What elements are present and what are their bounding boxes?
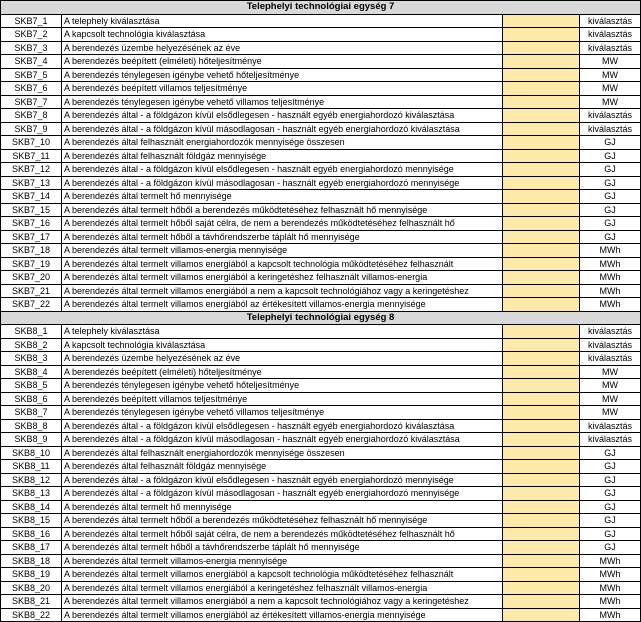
row-code: SKB8_14 [1,500,62,514]
row-code: SKB7_22 [1,298,62,312]
value-input-cell[interactable] [503,487,580,501]
row-code: SKB7_17 [1,230,62,244]
value-input-cell[interactable] [503,527,580,541]
row-description: A berendezés által - a földgázon kívül elsődlegesen - használt egyéb energiahordozó mennyisége [62,163,503,177]
row-unit: kiválasztás [580,109,641,123]
row-unit: GJ [580,527,641,541]
table-row [1,325,641,339]
table-row [1,554,641,568]
value-input-cell[interactable] [503,608,580,622]
row-code: SKB8_10 [1,446,62,460]
table-row [1,41,641,55]
row-unit: kiválasztás [580,338,641,352]
row-description: A berendezés által termelt hőből a berendezés működtetéséhez felhasznált hő mennyisége [62,203,503,217]
row-unit: MWh [580,554,641,568]
row-code: SKB8_18 [1,554,62,568]
row-unit: MW [580,379,641,393]
row-code: SKB7_5 [1,68,62,82]
row-description: A berendezés által felhasznált földgáz mennyisége [62,460,503,474]
row-description: A berendezés által termelt villamos energiából a kapcsolt technológia működtetéséhez felhasznált [62,257,503,271]
table-row [1,28,641,42]
table-row [1,217,641,231]
row-unit: GJ [580,446,641,460]
row-description: A berendezés beépített villamos teljesítménye [62,82,503,96]
row-description: A berendezés által termelt villamos energiából a keringetéshez felhasznált villamos-energia [62,581,503,595]
section-header-row [1,1,641,15]
value-input-cell[interactable] [503,163,580,177]
table-row [1,176,641,190]
value-input-cell[interactable] [503,298,580,312]
row-description: A berendezés által termelt villamos energiából a keringetéshez felhasznált villamos-energia [62,271,503,285]
row-unit: kiválasztás [580,419,641,433]
row-description: A berendezés által - a földgázon kívül elsődlegesen - használt egyéb energiahordozó kiválasztása [62,109,503,123]
row-unit: GJ [580,163,641,177]
value-input-cell[interactable] [503,446,580,460]
row-code: SKB7_19 [1,257,62,271]
value-input-cell[interactable] [503,406,580,420]
table-row [1,433,641,447]
table-row [1,379,641,393]
table-row [1,473,641,487]
section-title: Telephelyi technológiai egység 8 [1,311,641,325]
value-input-cell[interactable] [503,460,580,474]
row-unit: MW [580,365,641,379]
value-input-cell[interactable] [503,392,580,406]
table-row [1,109,641,123]
row-code: SKB7_13 [1,176,62,190]
row-description: A telephely kiválasztása [62,14,503,28]
row-code: SKB8_13 [1,487,62,501]
row-unit: GJ [580,190,641,204]
row-code: SKB8_17 [1,541,62,555]
row-code: SKB8_15 [1,514,62,528]
value-input-cell[interactable] [503,514,580,528]
row-unit: MWh [580,257,641,271]
row-unit: MW [580,406,641,420]
row-unit: GJ [580,460,641,474]
row-unit: MW [580,68,641,82]
row-code: SKB7_2 [1,28,62,42]
row-description: A berendezés által termelt hő mennyisége [62,500,503,514]
row-unit: MWh [580,271,641,285]
row-description: A berendezés ténylegesen igénybe vehető villamos teljesítménye [62,95,503,109]
table-row [1,244,641,258]
row-code: SKB7_9 [1,122,62,136]
row-code: SKB8_22 [1,608,62,622]
value-input-cell[interactable] [503,149,580,163]
table-row [1,149,641,163]
table-row [1,95,641,109]
row-unit: kiválasztás [580,122,641,136]
row-description: A berendezés által - a földgázon kívül másodlagosan - használt egyéb energiahordozó mennyisége [62,176,503,190]
row-unit: GJ [580,541,641,555]
value-input-cell[interactable] [503,217,580,231]
row-code: SKB7_6 [1,82,62,96]
row-code: SKB8_5 [1,379,62,393]
row-code: SKB7_4 [1,55,62,69]
table-row [1,392,641,406]
table-row [1,338,641,352]
section-title: Telephelyi technológiai egység 7 [1,1,641,15]
value-input-cell[interactable] [503,203,580,217]
row-code: SKB7_12 [1,163,62,177]
row-unit: kiválasztás [580,14,641,28]
row-unit: GJ [580,500,641,514]
table-row [1,82,641,96]
row-description: A berendezés üzembe helyezésének az éve [62,41,503,55]
row-unit: MWh [580,581,641,595]
row-unit: GJ [580,514,641,528]
row-description: A berendezés által termelt villamos-energia mennyisége [62,244,503,258]
row-description: A berendezés által termelt hőből a berendezés működtetéséhez felhasznált hő mennyisége [62,514,503,528]
table-row [1,541,641,555]
table-row [1,163,641,177]
value-input-cell[interactable] [503,500,580,514]
row-description: A berendezés által termelt hőből a távhőrendszerbe táplált hő mennyisége [62,541,503,555]
row-code: SKB7_18 [1,244,62,258]
value-input-cell[interactable] [503,68,580,82]
row-unit: MWh [580,244,641,258]
value-input-cell[interactable] [503,122,580,136]
row-unit: GJ [580,176,641,190]
row-code: SKB8_7 [1,406,62,420]
value-input-cell[interactable] [503,41,580,55]
table-row [1,581,641,595]
row-unit: MW [580,392,641,406]
row-code: SKB8_20 [1,581,62,595]
row-description: A kapcsolt technológia kiválasztása [62,28,503,42]
value-input-cell[interactable] [503,365,580,379]
row-unit: GJ [580,230,641,244]
row-description: A berendezés által - a földgázon kívül elsődlegesen - használt egyéb energiahordozó mennyisége [62,473,503,487]
table-row [1,568,641,582]
table-row [1,527,641,541]
table-row [1,487,641,501]
row-code: SKB8_3 [1,352,62,366]
row-unit: kiválasztás [580,433,641,447]
row-unit: MWh [580,284,641,298]
row-description: A berendezés által termelt villamos energiából az értékesített villamos-energia mennyisége [62,298,503,312]
table-row [1,595,641,609]
row-unit: GJ [580,136,641,150]
row-code: SKB8_12 [1,473,62,487]
table-row [1,284,641,298]
row-description: A berendezés által termelt hőből saját célra, de nem a berendezés működtetéséhez felhasznált hő [62,527,503,541]
value-input-cell[interactable] [503,271,580,285]
row-description: A berendezés beépített (elméleti) hőteljesítménye [62,55,503,69]
table-row [1,230,641,244]
value-input-cell[interactable] [503,379,580,393]
row-unit: kiválasztás [580,325,641,339]
row-description: A berendezés által - a földgázon kívül elsődlegesen - használt egyéb energiahordozó kiválasztása [62,419,503,433]
row-description: A berendezés beépített (elméleti) hőteljesítménye [62,365,503,379]
row-description: A berendezés által termelt hő mennyisége [62,190,503,204]
table-row [1,608,641,622]
value-input-cell[interactable] [503,541,580,555]
row-description: A berendezés üzembe helyezésének az éve [62,352,503,366]
row-unit: kiválasztás [580,41,641,55]
row-description: A berendezés ténylegesen igénybe vehető hőteljesítménye [62,379,503,393]
row-unit: MWh [580,298,641,312]
row-code: SKB8_19 [1,568,62,582]
table-row [1,352,641,366]
table-row [1,406,641,420]
row-code: SKB7_21 [1,284,62,298]
row-unit: GJ [580,203,641,217]
value-input-cell[interactable] [503,55,580,69]
row-code: SKB7_14 [1,190,62,204]
table-row [1,365,641,379]
section-header-row [1,311,641,325]
row-description: A berendezés által - a földgázon kívül másodlagosan - használt egyéb energiahordozó kiválasztása [62,122,503,136]
value-input-cell[interactable] [503,14,580,28]
value-input-cell[interactable] [503,568,580,582]
row-code: SKB7_15 [1,203,62,217]
row-code: SKB8_11 [1,460,62,474]
value-input-cell[interactable] [503,136,580,150]
value-input-cell[interactable] [503,230,580,244]
value-input-cell[interactable] [503,109,580,123]
row-description: A berendezés beépített villamos teljesítménye [62,392,503,406]
row-description: A kapcsolt technológia kiválasztása [62,338,503,352]
row-unit: MWh [580,568,641,582]
row-unit: MWh [580,608,641,622]
table-row [1,68,641,82]
row-unit: MW [580,95,641,109]
row-unit: GJ [580,149,641,163]
value-input-cell[interactable] [503,581,580,595]
value-input-cell[interactable] [503,28,580,42]
row-code: SKB8_9 [1,433,62,447]
row-code: SKB7_7 [1,95,62,109]
value-input-cell[interactable] [503,284,580,298]
table-row [1,500,641,514]
row-description: A berendezés által - a földgázon kívül másodlagosan - használt egyéb energiahordozó mennyisége [62,487,503,501]
row-description: A berendezés által termelt villamos energiából a nem a kapcsolt technológiához vagy a keringetéshez [62,284,503,298]
value-input-cell[interactable] [503,82,580,96]
table-row [1,460,641,474]
row-code: SKB7_20 [1,271,62,285]
row-description: A berendezés által termelt hőből saját célra, de nem a berendezés működtetéséhez felhasznált hő [62,217,503,231]
row-description: A berendezés által termelt villamos-energia mennyisége [62,554,503,568]
row-code: SKB7_1 [1,14,62,28]
table-row [1,419,641,433]
table-row [1,298,641,312]
row-code: SKB7_11 [1,149,62,163]
value-input-cell[interactable] [503,257,580,271]
row-code: SKB7_8 [1,109,62,123]
row-code: SKB7_10 [1,136,62,150]
table-row [1,190,641,204]
row-code: SKB7_3 [1,41,62,55]
row-unit: GJ [580,217,641,231]
row-description: A berendezés által felhasznált földgáz mennyisége [62,149,503,163]
table-body [1,1,641,622]
row-code: SKB8_8 [1,419,62,433]
table-row [1,446,641,460]
row-description: A berendezés által termelt villamos energiából a kapcsolt technológia működtetéséhez felhasznált [62,568,503,582]
row-code: SKB8_6 [1,392,62,406]
table-row [1,514,641,528]
row-code: SKB8_21 [1,595,62,609]
row-code: SKB7_16 [1,217,62,231]
row-unit: GJ [580,473,641,487]
row-description: A berendezés által felhasznált energiahordozók mennyisége összesen [62,136,503,150]
row-unit: MW [580,55,641,69]
row-description: A berendezés ténylegesen igénybe vehető hőteljesítménye [62,68,503,82]
row-unit: MW [580,82,641,96]
row-unit: GJ [580,487,641,501]
value-input-cell[interactable] [503,176,580,190]
table-row [1,122,641,136]
table-row [1,257,641,271]
value-input-cell[interactable] [503,473,580,487]
value-input-cell[interactable] [503,244,580,258]
table-row [1,203,641,217]
row-code: SKB8_16 [1,527,62,541]
value-input-cell[interactable] [503,352,580,366]
row-description: A berendezés által termelt hőből a távhőrendszerbe táplált hő mennyisége [62,230,503,244]
row-description: A berendezés által termelt villamos energiából az értékesített villamos-energia mennyisége [62,608,503,622]
value-input-cell[interactable] [503,433,580,447]
row-code: SKB8_1 [1,325,62,339]
row-description: A telephely kiválasztása [62,325,503,339]
value-input-cell[interactable] [503,95,580,109]
value-input-cell[interactable] [503,325,580,339]
value-input-cell[interactable] [503,554,580,568]
row-code: SKB8_4 [1,365,62,379]
row-description: A berendezés által termelt villamos energiából a nem a kapcsolt technológiához vagy a keringetéshez [62,595,503,609]
table-row [1,14,641,28]
row-code: SKB8_2 [1,338,62,352]
row-unit: MWh [580,595,641,609]
table-row [1,136,641,150]
row-unit: kiválasztás [580,28,641,42]
value-input-cell[interactable] [503,190,580,204]
row-description: A berendezés által felhasznált energiahordozók mennyisége összesen [62,446,503,460]
table-row [1,55,641,69]
row-description: A berendezés által - a földgázon kívül másodlagosan - használt egyéb energiahordozó kiválasztása [62,433,503,447]
value-input-cell[interactable] [503,595,580,609]
row-description: A berendezés ténylegesen igénybe vehető villamos teljesítménye [62,406,503,420]
value-input-cell[interactable] [503,419,580,433]
value-input-cell[interactable] [503,338,580,352]
table-row [1,271,641,285]
row-unit: kiválasztás [580,352,641,366]
